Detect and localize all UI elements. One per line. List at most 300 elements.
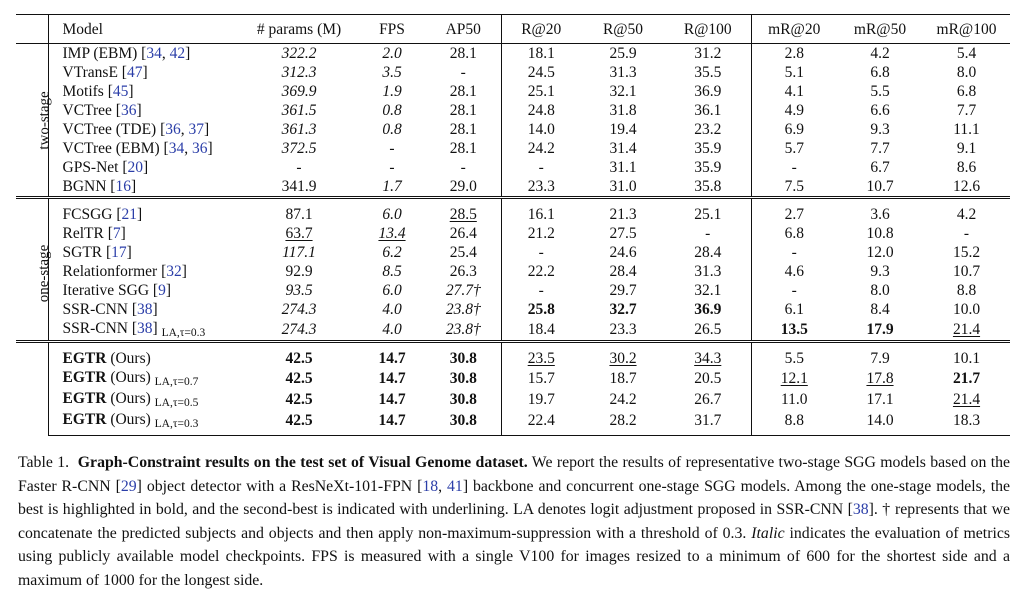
citation-link[interactable]: 34 [146, 45, 162, 62]
metric-value: 8.4 [870, 301, 890, 318]
model-name: SSR-CNN [62, 320, 128, 337]
metric-value: - [538, 282, 544, 299]
table-row [16, 410, 1010, 436]
metric-value: 21.7 [952, 370, 981, 387]
metric-value: 11.0 [780, 391, 808, 408]
metric-value: 7.7 [956, 102, 977, 119]
metric-value: 31.0 [609, 178, 637, 195]
metric-cell [581, 139, 665, 158]
metric-value: 28.5 [449, 206, 477, 223]
metric-cell [923, 82, 1010, 101]
metric-cell [426, 158, 501, 177]
metric-value: 35.9 [694, 159, 722, 176]
metric-cell [751, 368, 837, 389]
metric-value: 4.2 [956, 206, 977, 223]
model-name: RelTR [62, 225, 104, 242]
metric-cell [358, 389, 426, 410]
group-label: two-stage [36, 91, 53, 150]
metric-cell [665, 44, 751, 64]
metric-value: 13.4 [378, 225, 406, 242]
metric-value: 26.3 [449, 263, 477, 280]
metric-cell [426, 300, 501, 319]
table-row [16, 300, 1010, 319]
metric-value: - [963, 225, 970, 242]
metric-cell [923, 158, 1010, 177]
metric-cell [358, 281, 426, 300]
table-row [16, 281, 1010, 300]
citation-link[interactable]: 16 [115, 178, 131, 195]
metric-cell [837, 198, 923, 225]
header-model: Model [48, 15, 240, 44]
metric-cell [665, 82, 751, 101]
metric-cell [426, 368, 501, 389]
metric-cell [426, 120, 501, 139]
header-r50: R@50 [581, 15, 665, 44]
model-suffix: (Ours) [106, 369, 151, 386]
metric-value: 31.3 [694, 263, 722, 280]
metric-value: 24.2 [609, 391, 637, 408]
metric-cell [501, 368, 581, 389]
model-name-cell: SSR-CNN [38] [62, 301, 158, 318]
metric-value: 8.5 [382, 263, 402, 280]
citation-link[interactable]: 36 [165, 121, 181, 138]
metric-value: 12.0 [866, 244, 894, 261]
model-suffix: (Ours) [106, 411, 151, 428]
caption-text-5: ]. † represents that we concatenate the predicted subjects and objects and then apply non-maximum-suppression with a threshold of 0.3. [18, 501, 1010, 542]
metric-value: - [460, 159, 466, 176]
metric-value: 63.7 [285, 225, 313, 242]
model-name: GPS-Net [62, 159, 119, 176]
metric-cell [665, 101, 751, 120]
metric-value: 5.5 [870, 83, 890, 100]
metric-value: 30.8 [449, 370, 477, 387]
metric-cell [240, 101, 358, 120]
metric-value: 92.9 [285, 263, 313, 280]
group-label-cell [16, 198, 53, 342]
metric-value: 27.5 [609, 225, 637, 242]
metric-value: - [791, 244, 797, 261]
metric-value: 16.1 [527, 206, 555, 223]
metric-cell [751, 120, 837, 139]
metric-value: 27.7† [445, 282, 481, 299]
model-name: EGTR [62, 411, 107, 428]
metric-value: 8.6 [956, 159, 977, 176]
metric-value: 322.2 [281, 45, 317, 62]
model-name: SGTR [62, 244, 103, 261]
metric-cell [581, 198, 665, 225]
metric-cell [501, 243, 581, 262]
metric-cell [501, 177, 581, 198]
table-row [16, 177, 1010, 198]
model-name-cell: Motifs [45] [62, 83, 134, 100]
metric-cell [426, 243, 501, 262]
model-name-cell: IMP (EBM) [34, 42] [62, 45, 191, 62]
metric-cell [358, 243, 426, 262]
table-row [16, 342, 1010, 369]
table-row [16, 139, 1010, 158]
metric-value: - [538, 244, 544, 261]
model-suffix: (Ours) [106, 390, 151, 407]
citation-link[interactable]: 21 [121, 206, 138, 223]
metric-value: 23.3 [527, 178, 555, 195]
metric-value: 5.7 [784, 140, 804, 157]
metric-cell [358, 82, 426, 101]
header-row [16, 15, 1010, 44]
metric-value: 24.6 [609, 244, 637, 261]
metric-cell [665, 198, 751, 225]
metric-value: - [791, 159, 797, 176]
metric-value: 87.1 [285, 206, 313, 223]
metric-cell [240, 63, 358, 82]
metric-cell [751, 262, 837, 281]
metric-cell [751, 101, 837, 120]
metric-value: 361.5 [281, 102, 317, 119]
metric-cell [923, 44, 1010, 64]
metric-value: 6.0 [382, 282, 402, 299]
caption-ref-link[interactable]: 29 [120, 477, 137, 495]
metric-cell [751, 177, 837, 198]
citation-link[interactable]: 42 [169, 45, 186, 62]
table-row [16, 158, 1010, 177]
metric-cell [501, 44, 581, 64]
metric-cell [240, 319, 358, 342]
metric-value: 117.1 [282, 244, 316, 261]
model-name-cell [48, 410, 240, 436]
metric-cell [923, 389, 1010, 410]
metric-value: 14.7 [378, 350, 406, 367]
model-name: EGTR [62, 369, 107, 386]
metric-cell [581, 120, 665, 139]
header-params: # params (M) [240, 15, 358, 44]
metric-value: 1.7 [382, 178, 402, 195]
model-subscript: LA,τ=0.3 [154, 418, 199, 430]
metric-value: 22.2 [527, 263, 555, 280]
metric-cell [581, 224, 665, 243]
group-label-cell [16, 342, 48, 436]
metric-value: 6.9 [784, 121, 804, 138]
metric-cell [751, 158, 837, 177]
metric-value: 0.8 [382, 121, 402, 138]
metric-value: 26.4 [449, 225, 477, 242]
model-name-cell: SGTR [17] [62, 244, 132, 261]
metric-value: 6.0 [382, 206, 402, 223]
citation-link[interactable]: 36 [120, 102, 137, 119]
header-group-col [16, 15, 48, 44]
metric-cell [837, 389, 923, 410]
metric-cell [837, 300, 923, 319]
metric-value: 23.2 [694, 121, 722, 138]
metric-value: 36.9 [694, 301, 722, 318]
model-name: Motifs [62, 83, 104, 100]
table-row [16, 44, 1010, 64]
group-label-cell [16, 44, 53, 198]
metric-value: 7.9 [870, 350, 890, 367]
metric-value: 20.5 [694, 370, 722, 387]
metric-value: 31.1 [609, 159, 637, 176]
metric-value: 14.7 [378, 412, 406, 429]
table-row [16, 262, 1010, 281]
metric-cell [581, 63, 665, 82]
metric-value: 6.7 [870, 159, 890, 176]
metric-value: 28.1 [449, 140, 477, 157]
metric-cell [581, 82, 665, 101]
metric-cell [923, 319, 1010, 342]
metric-value: 14.7 [378, 391, 406, 408]
caption-paragraph [18, 451, 1010, 592]
metric-value: 21.4 [952, 321, 981, 338]
metric-cell [923, 368, 1010, 389]
metric-value: 4.1 [784, 83, 804, 100]
metric-cell [426, 389, 501, 410]
metric-value: 25.8 [527, 301, 555, 318]
metric-value: 32.1 [694, 282, 722, 299]
caption-text-2: ] object detector with a ResNeXt-101-FPN [ [136, 477, 423, 495]
metric-cell [358, 101, 426, 120]
metric-cell [923, 63, 1010, 82]
metric-value: 9.3 [870, 121, 890, 138]
metric-value: 28.4 [609, 263, 637, 280]
citation-link[interactable]: 38 [137, 301, 153, 318]
citation-link[interactable]: 20 [127, 159, 144, 176]
metric-value: 10.1 [952, 350, 981, 367]
metric-value: 31.7 [694, 412, 722, 429]
citation-link[interactable]: 45 [112, 83, 129, 100]
metric-value: 4.0 [382, 321, 402, 338]
model-name: EGTR [62, 390, 107, 407]
metric-cell [240, 120, 358, 139]
metric-cell [240, 262, 358, 281]
metric-cell [837, 281, 923, 300]
metric-cell [837, 101, 923, 120]
metric-value: 17.9 [866, 321, 894, 338]
metric-value: 21.2 [527, 225, 555, 242]
metric-cell [837, 120, 923, 139]
metric-cell [426, 44, 501, 64]
metric-cell [358, 262, 426, 281]
group-label: one-stage [36, 244, 53, 302]
results-table-container [16, 14, 1010, 436]
metric-cell [751, 342, 837, 369]
metric-value: 35.8 [694, 178, 722, 195]
metric-value: 0.8 [382, 102, 402, 119]
caption-ref-link[interactable]: 18 [422, 477, 439, 495]
caption-ref-link[interactable]: 38 [852, 501, 869, 518]
metric-cell [837, 319, 923, 342]
metric-value: 5.4 [956, 45, 977, 62]
citation-link[interactable]: 17 [111, 244, 127, 261]
metric-value: 6.8 [870, 64, 890, 81]
metric-cell [923, 300, 1010, 319]
metric-value: 31.2 [694, 45, 722, 62]
metric-cell [501, 281, 581, 300]
metric-cell [751, 389, 837, 410]
metric-value: - [389, 159, 395, 176]
metric-value: 25.1 [527, 83, 555, 100]
model-name-cell: Iterative SGG [9] [62, 282, 171, 299]
metric-cell [426, 177, 501, 198]
metric-value: 3.6 [870, 206, 890, 223]
citation-link[interactable]: 47 [126, 64, 143, 81]
metric-cell [240, 82, 358, 101]
table-row [16, 82, 1010, 101]
metric-value: 14.7 [378, 370, 406, 387]
metric-cell [581, 177, 665, 198]
metric-value: 42.5 [285, 391, 313, 408]
table-row [16, 389, 1010, 410]
metric-cell [923, 177, 1010, 198]
metric-cell [358, 342, 426, 369]
metric-cell [665, 158, 751, 177]
model-name-cell: GPS-Net [20] [62, 159, 149, 176]
metric-cell [581, 342, 665, 369]
metric-cell [426, 139, 501, 158]
metric-cell [837, 139, 923, 158]
metric-cell [837, 44, 923, 64]
metric-value: 12.1 [780, 370, 808, 387]
metric-value: 26.7 [694, 391, 722, 408]
citation-link[interactable]: 9 [158, 282, 166, 299]
model-name-cell: BGNN [16] [62, 178, 137, 195]
metric-value: 15.7 [527, 370, 555, 387]
citation-link[interactable]: 36 [191, 140, 208, 157]
metric-value: 36.1 [694, 102, 722, 119]
metric-cell [665, 120, 751, 139]
metric-value: 42.5 [285, 412, 313, 429]
header-fps: FPS [358, 15, 426, 44]
model-name-cell [48, 342, 240, 369]
metric-cell [240, 198, 358, 225]
metric-cell [501, 139, 581, 158]
metric-cell [665, 243, 751, 262]
metric-cell [426, 82, 501, 101]
metric-value: 29.7 [609, 282, 637, 299]
metric-cell [240, 177, 358, 198]
metric-value: - [538, 159, 544, 176]
metric-value: 23.8† [445, 321, 481, 338]
metric-cell [358, 44, 426, 64]
metric-value: - [791, 282, 797, 299]
model-name-cell [48, 368, 240, 389]
table-row [16, 63, 1010, 82]
metric-value: 23.8† [445, 301, 481, 318]
metric-value: 29.0 [449, 178, 477, 195]
metric-value: 10.8 [866, 225, 894, 242]
metric-cell [837, 342, 923, 369]
metric-value: 5.5 [784, 350, 804, 367]
metric-cell [665, 281, 751, 300]
table-body [16, 44, 1010, 436]
metric-value: 10.0 [952, 301, 981, 318]
model-name-cell: FCSGG [21] [48, 198, 240, 225]
model-name-cell: VCTree (TDE) [36, 37] [62, 121, 210, 138]
metric-cell [426, 410, 501, 436]
metric-value: 36.9 [694, 83, 722, 100]
citation-link[interactable]: 32 [166, 263, 182, 280]
metric-cell [581, 319, 665, 342]
metric-cell [501, 319, 581, 342]
model-name: VCTree (EBM) [62, 140, 160, 157]
metric-value: 30.8 [449, 350, 477, 367]
citation-link[interactable]: 7 [112, 225, 121, 242]
citation-link[interactable]: 34 [168, 140, 185, 157]
metric-value: 8.8 [784, 412, 804, 429]
metric-value: 4.6 [784, 263, 804, 280]
model-name-cell: VCTree (EBM) [34, 36] [62, 140, 213, 157]
citation-link[interactable]: 37 [188, 121, 205, 138]
metric-value: 28.1 [449, 102, 477, 119]
metric-cell [665, 410, 751, 436]
metric-cell [837, 224, 923, 243]
metric-value: 28.1 [449, 83, 477, 100]
metric-cell [581, 389, 665, 410]
metric-value: 28.1 [449, 121, 477, 138]
metric-cell [358, 319, 426, 342]
metric-value: 21.4 [952, 391, 981, 408]
metric-value: 369.9 [281, 83, 317, 100]
metric-cell [751, 198, 837, 225]
metric-cell [665, 342, 751, 369]
metric-value: 30.2 [609, 350, 637, 367]
model-subscript: LA,τ=0.7 [154, 376, 199, 388]
metric-cell [665, 262, 751, 281]
metric-cell [501, 101, 581, 120]
metric-cell [923, 139, 1010, 158]
metric-value: 31.3 [609, 64, 637, 81]
metric-cell [501, 342, 581, 369]
metric-value: 341.9 [281, 178, 317, 195]
metric-value: 26.5 [694, 321, 722, 338]
metric-value: 2.8 [784, 45, 804, 62]
metric-value: 8.8 [956, 282, 977, 299]
metric-value: 9.3 [870, 263, 890, 280]
table-row [16, 120, 1010, 139]
table-row [16, 319, 1010, 342]
metric-value: 4.2 [870, 45, 890, 62]
citation-link[interactable]: 38 [137, 320, 153, 337]
metric-value: 32.7 [609, 301, 637, 318]
metric-cell [426, 262, 501, 281]
metric-cell [501, 224, 581, 243]
caption-ref-link[interactable]: 41 [447, 477, 463, 495]
metric-value: 23.3 [609, 321, 637, 338]
metric-cell [240, 224, 358, 243]
metric-value: 2.0 [382, 45, 402, 62]
metric-cell [923, 120, 1010, 139]
model-suffix: (Ours) [106, 350, 151, 367]
metric-cell [426, 319, 501, 342]
header-r100: R@100 [665, 15, 751, 44]
metric-value: 1.9 [382, 83, 402, 100]
metric-cell [426, 63, 501, 82]
model-subscript: LA,τ=0.5 [154, 397, 199, 409]
metric-value: 19.4 [609, 121, 637, 138]
metric-value: 22.4 [527, 412, 555, 429]
caption-text-4: ] backbone and concurrent one-stage SGG models. Among the one-stage models, the best is highlighted in bold, and the second-best is indicated with underlining. LA denotes logit adjustment proposed in SSR-CNN [ [18, 477, 1010, 518]
metric-cell [581, 281, 665, 300]
caption-text-1: We report the results of representative two-stage SGG models based on the Faster R-CNN [ [18, 454, 1011, 495]
metric-cell [358, 368, 426, 389]
metric-value: 274.3 [281, 321, 317, 338]
metric-value: 8.0 [956, 64, 977, 81]
metric-value: - [460, 64, 466, 81]
metric-cell [665, 139, 751, 158]
model-subscript: LA,τ=0.3 [161, 327, 206, 339]
metric-cell [923, 262, 1010, 281]
metric-cell [501, 300, 581, 319]
metric-cell [426, 224, 501, 243]
metric-value: 17.8 [866, 370, 894, 387]
metric-cell [240, 342, 358, 369]
